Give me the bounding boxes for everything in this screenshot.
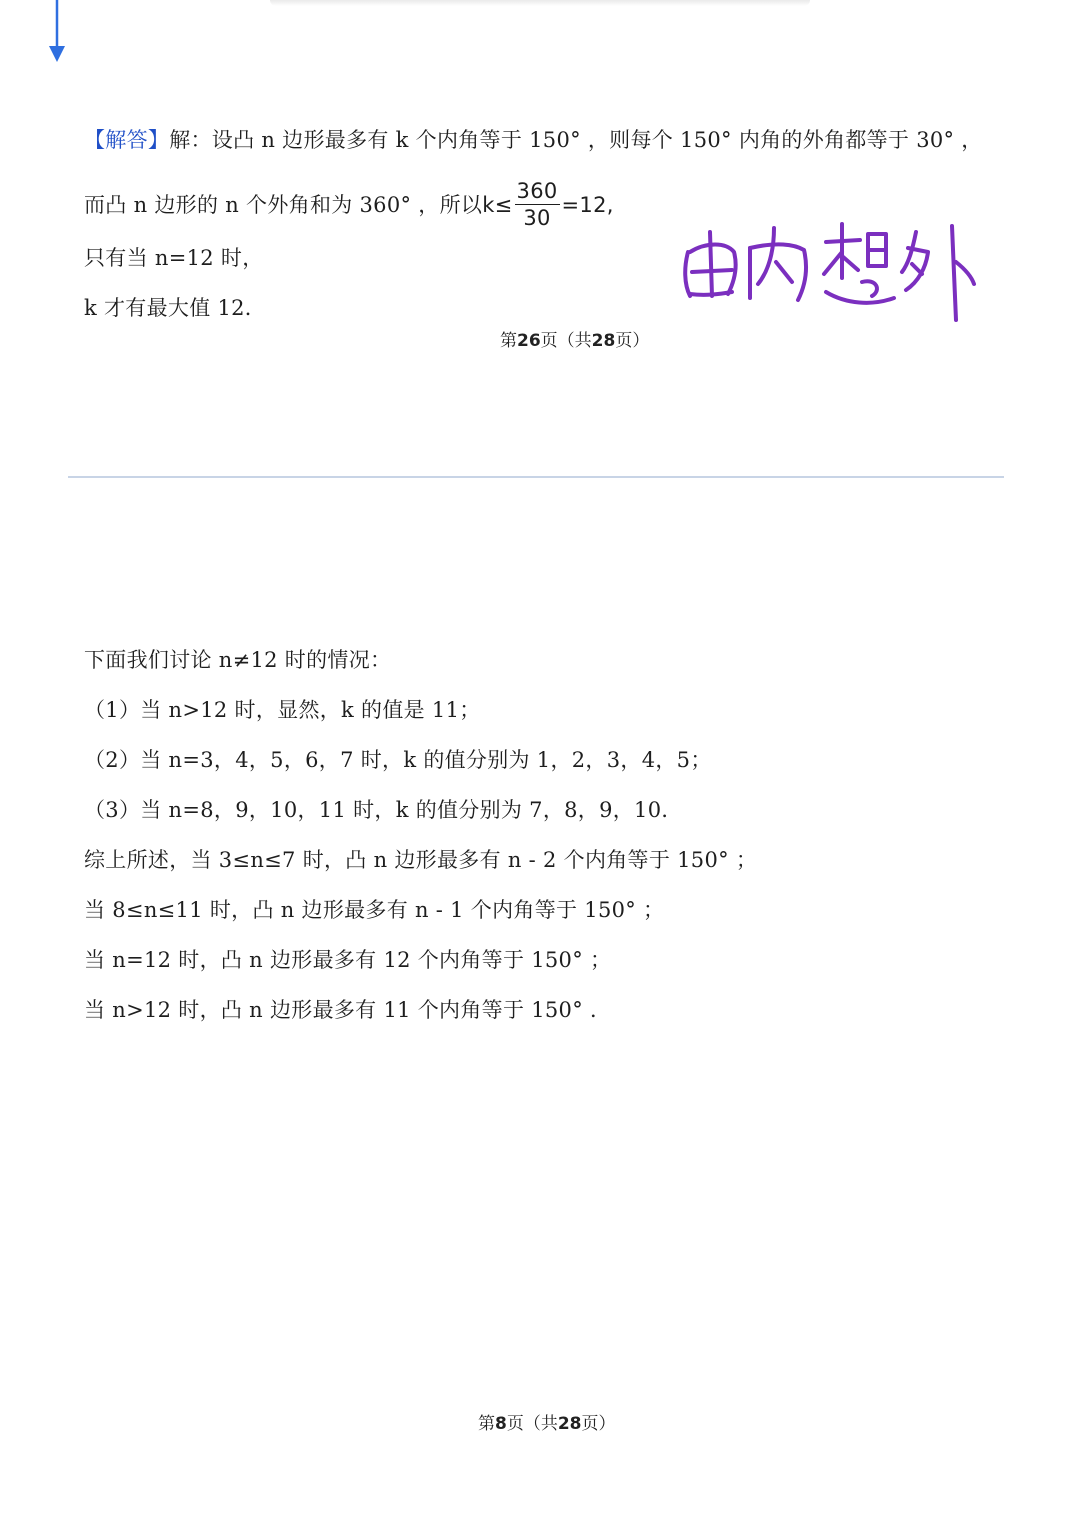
text-line: 当 n>12 时，凸 n 边形最多有 11 个内角等于 150° ． <box>84 998 612 1022</box>
answer-line-1: 【解答】解：设凸 n 边形最多有 k 个内角等于 150° ，则每个 150° 内角的外角都等于 30° ， <box>84 128 983 152</box>
text-line: 当 n=12 时，凸 n 边形最多有 12 个内角等于 150° ； <box>84 948 612 972</box>
text-line: 综上所述，当 3≤n≤7 时，凸 n 边形最多有 n - 2 个内角等于 150° ； <box>84 848 758 872</box>
text-line: （2）当 n=3，4，5，6，7 时，k 的值分别为 1，2，3，4，5； <box>84 748 712 772</box>
scroll-down-arrow-icon[interactable] <box>46 0 68 64</box>
handwritten-note <box>676 212 996 332</box>
page-footer-8: 第8页（共28页） <box>478 1414 616 1434</box>
text-line: 当 8≤n≤11 时，凸 n 边形最多有 n - 1 个内角等于 150° ； <box>84 898 665 922</box>
fraction: $\frac{360}{30}$ <box>516 179 558 230</box>
answer-tag: 【解答】 <box>84 128 170 152</box>
top-shadow <box>270 0 810 6</box>
answer-line-2: 而凸 n 边形的 n 个外角和为 360° ，所以k≤ $\frac{360}{30}$ =12, <box>84 179 614 230</box>
page-divider <box>68 476 1004 478</box>
answer-line-3: 只有当 n=12 时， <box>84 246 264 270</box>
text-line: 下面我们讨论 n≠12 时的情况： <box>84 648 392 672</box>
page-footer-26: 第26页（共28页） <box>500 331 650 351</box>
answer-line-4: k 才有最大值 12． <box>84 296 267 320</box>
text-line: （1）当 n>12 时，显然，k 的值是 11； <box>84 698 481 722</box>
text-line: （3）当 n=8，9，10，11 时，k 的值分别为 7，8，9，10． <box>84 798 683 822</box>
